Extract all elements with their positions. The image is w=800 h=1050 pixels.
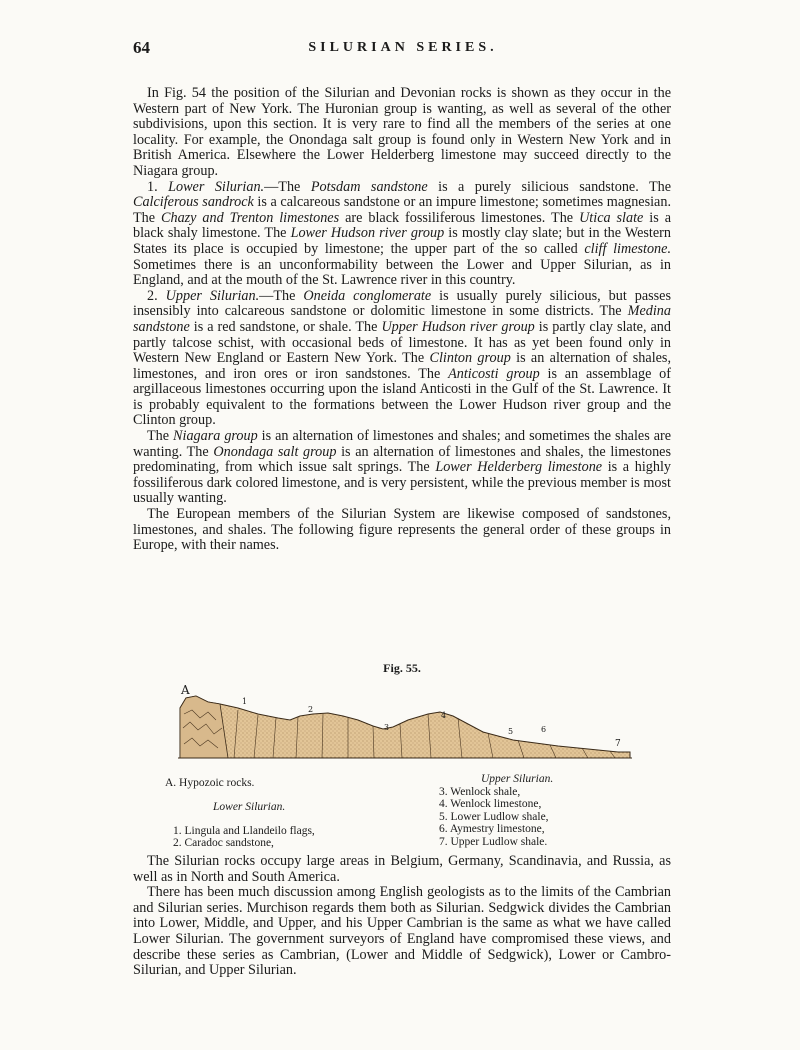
text-run: 2. — [147, 287, 166, 304]
text-run: is a purely silicious sandstone. The — [427, 178, 672, 195]
italic-term: Upper Hudson river group — [381, 318, 535, 335]
italic-term: Chazy and Trenton limestones — [161, 209, 340, 226]
text-run: —The — [264, 178, 311, 195]
paragraph — [133, 429, 671, 507]
italic-term: Anticosti group — [448, 365, 540, 382]
figure-label-6: 6 — [541, 725, 547, 734]
legend-lower-list — [173, 825, 315, 850]
italic-term: Utica slate — [579, 209, 644, 226]
text-run: is a highly fossiliferous dark colored limestone, and is very persistent, while the previous member is most usually wanting. — [133, 459, 671, 507]
page-number: 64 — [133, 38, 150, 57]
legend-item: 7. Upper Ludlow shale. — [439, 835, 548, 848]
text-run: The — [147, 428, 174, 445]
italic-term: Upper Silurian. — [165, 287, 260, 304]
italic-term: Lower Helderberg limestone — [435, 459, 603, 476]
closing-text — [133, 854, 671, 979]
italic-term: Niagara group — [173, 428, 258, 445]
legend-item: 4. Wenlock limestone, — [439, 798, 542, 811]
text-run: Sometimes there is an unconformability between the Lower and Upper Silurian, as in England, and at the mouth of the St. Lawrence river in this country. — [133, 256, 671, 289]
text-run: is an alternation of limestones and shales, the limestones predominating, from which issue salt springs. The — [133, 443, 671, 476]
figure-label-3: 3 — [384, 723, 390, 732]
text-run: is partly clay slate, and partly talcose schist, with occasional beds of limestone. It has as yet been found only in Western New England or Eastern New York. The — [133, 318, 671, 367]
figure-legend — [133, 773, 671, 853]
legend-item: 1. Lingula and Llandeilo flags, — [173, 825, 315, 837]
text-run: —The — [259, 287, 304, 304]
text-run: is an alternation of shales, limestones, and iron ores or iron sandstones. The — [133, 350, 672, 382]
text-run: is an assemblage of argillaceous limestones occurring upon the island Anticosti in the Gulf of the St. Lawrence. It is probably equivalent to the formations between the Lower Hudson river group and the Clinton group. — [133, 365, 671, 429]
italic-term: Potsdam sandstone — [310, 178, 428, 195]
figure-label-a: A — [181, 684, 190, 697]
legend-upper-heading: Upper Silurian. — [481, 773, 554, 785]
text-run: 1. — [147, 178, 169, 195]
figure-label-7: 7 — [615, 739, 621, 749]
text-run: is usually purely silicious, but passes insensibly into calcareous sandstone or dolomitic limestone in some districts. The — [133, 287, 671, 320]
legend-item: 6. Aymestry limestone, — [439, 823, 545, 836]
main-text — [133, 86, 671, 554]
text-run: There has been much discussion among English geologists as to the limits of the Cambrian and Silurian series. Murchison regards them both as Silurian. Sedgwick divides the Cambrian into Lower, Middle, and Upper, and his Upper Cambrian is the same as what we have called Lower Silurian. The government surveyors of England have compromised these views, and describe these series as Cambrian, (Lower and Middle of Sedgwick), Lower or Cambro-Silurian, and Upper Silurian. — [133, 884, 671, 979]
text-run: The Silurian rocks occupy large areas in Belgium, Germany, Scandinavia, and Russia, as well as in North and South America. — [133, 853, 671, 885]
text-run: is a red sandstone, or shale. The — [189, 318, 382, 335]
text-run: The European members of the Silurian System are likewise composed of sandstones, limestones, and shales. The following figure represents the general order of these groups in Europe, with their names. — [133, 506, 671, 554]
text-run: In Fig. 54 the position of the Silurian and Devonian rocks is shown as they occur in the Western part of New York. The Huronian group is wanting, as well as several of the other subdivisions, upon this section. It is very rare to find all the members of the series at one locality. For example, the Onondaga salt group is found only in Western New York and in British America. Elsewhere the Lower Helderberg limestone may succeed directly to the Niagara group. — [133, 85, 671, 179]
figure-label-5: 5 — [508, 727, 514, 736]
italic-term: Medina sandstone — [133, 303, 671, 335]
running-title: SILURIAN SERIES. — [308, 40, 498, 55]
paragraph — [133, 86, 671, 180]
italic-term: Onondaga salt group — [213, 443, 337, 460]
italic-term: Lower Silurian. — [168, 178, 265, 195]
text-run: is mostly clay slate; but in the Western States its place is occupied by limestone; the upper part of the so called — [133, 225, 671, 257]
legend-lower-heading: Lower Silurian. — [213, 801, 286, 813]
figure-label-4: 4 — [441, 711, 447, 720]
figure-label-2: 2 — [308, 705, 314, 714]
legend-item: 3. Wenlock shale, — [439, 786, 521, 798]
paragraph — [133, 507, 671, 554]
geological-section-figure — [178, 684, 632, 764]
italic-term: Clinton group — [429, 350, 511, 367]
legend-hypozoic: A. Hypozoic rocks. — [165, 777, 255, 789]
paragraph — [133, 885, 671, 979]
italic-term: Calciferous sandrock — [133, 194, 254, 211]
text-run: is an alternation of limestones and shales; and sometimes the shales are wanting. The — [133, 428, 672, 460]
italic-term: Lower Hudson river group — [290, 225, 445, 242]
text-run: are black fossiliferous limestones. The — [339, 209, 580, 226]
text-run: is a black shaly limestone. The — [133, 209, 671, 242]
page-header — [133, 38, 673, 62]
paragraph — [133, 854, 671, 885]
legend-item: 2. Caradoc sandstone, — [173, 837, 274, 850]
legend-item: 5. Lower Ludlow shale, — [439, 810, 549, 823]
figure-caption: Fig. 55. — [383, 661, 421, 675]
text-run: is a calcareous sandstone or an impure limestone; sometimes magnesian. The — [133, 194, 671, 226]
italic-term: cliff limestone. — [584, 240, 671, 257]
figure-label-1: 1 — [242, 697, 248, 706]
paragraph — [133, 289, 671, 429]
legend-upper-list — [439, 786, 549, 848]
italic-term: Oneida conglomerate — [303, 287, 432, 304]
paragraph — [133, 180, 671, 289]
